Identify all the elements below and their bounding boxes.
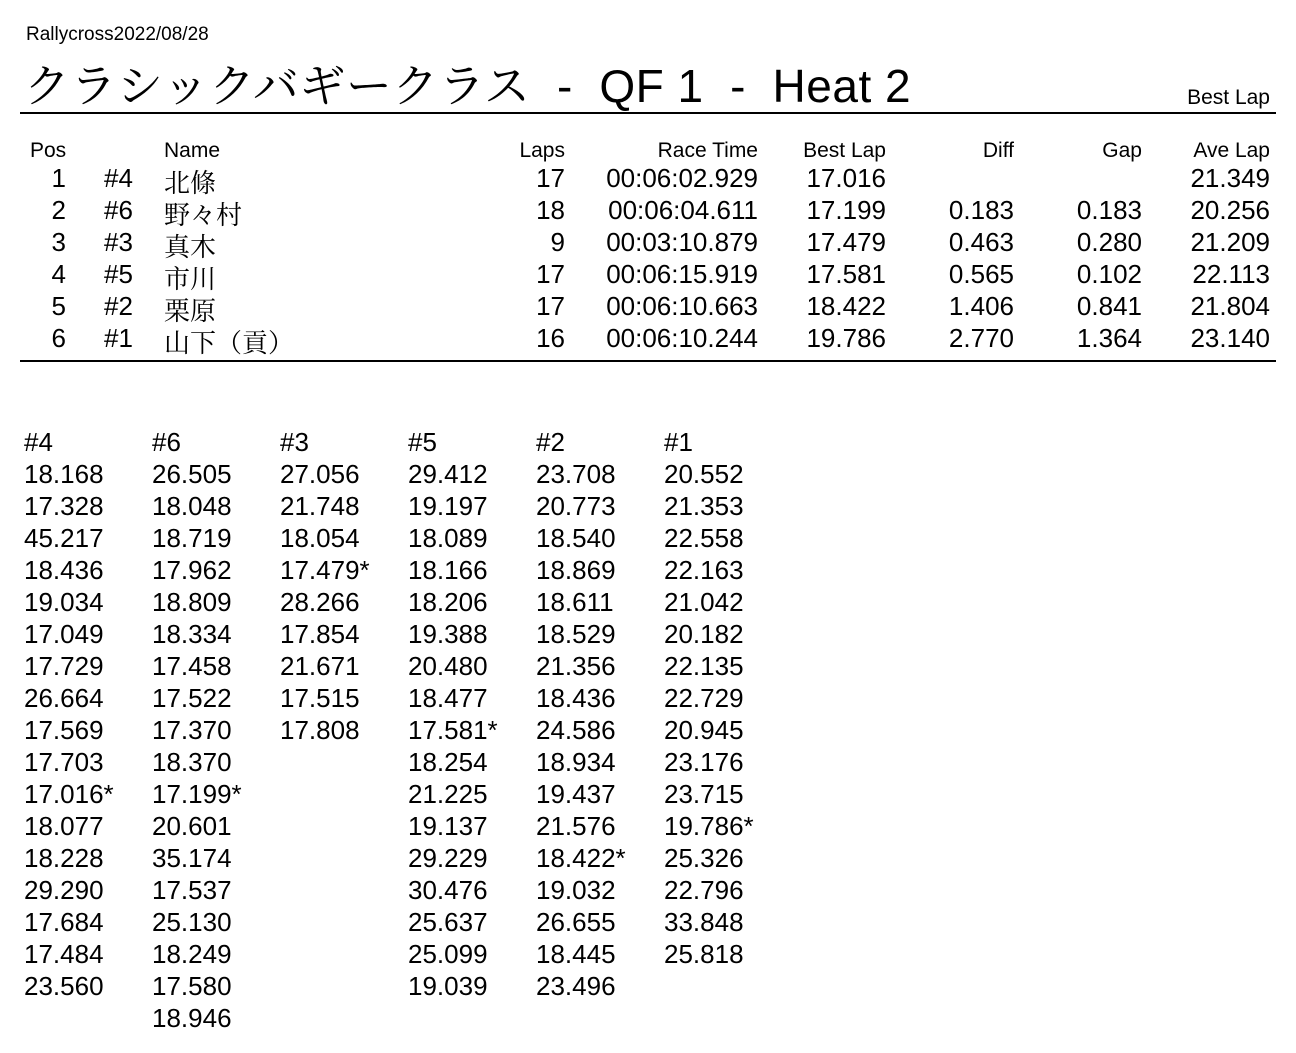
lap-time: 21.671 xyxy=(280,651,360,681)
lap-time: 18.054 xyxy=(280,523,360,553)
lap-column xyxy=(280,426,370,746)
lap-time: 18.540 xyxy=(536,523,616,553)
lap-time: 25.099 xyxy=(408,939,488,969)
lap-time: 18.719 xyxy=(152,523,232,553)
row-gap: 0.102 xyxy=(1076,259,1142,289)
lap-time: 18.946 xyxy=(152,1003,232,1033)
header-diff: Diff xyxy=(982,139,1014,162)
lap-time: 22.163 xyxy=(664,555,744,585)
results-header xyxy=(0,139,1296,163)
lap-time: 18.611 xyxy=(536,587,614,617)
row-best-lap: 19.786 xyxy=(806,323,886,353)
row-pos: 4 xyxy=(51,259,66,289)
row-diff: 1.406 xyxy=(948,291,1014,321)
lap-time: 26.664 xyxy=(24,683,104,713)
row-gap: 0.841 xyxy=(1076,291,1142,321)
row-pos: 3 xyxy=(51,227,66,257)
lap-column-car-number: #1 xyxy=(664,427,693,457)
header-name: Name xyxy=(164,139,221,162)
row-car-number: #1 xyxy=(104,323,133,353)
row-pos: 2 xyxy=(51,195,66,225)
lap-time: 23.715 xyxy=(664,779,744,809)
lap-column-car-number: #3 xyxy=(280,427,309,457)
lap-time: 29.290 xyxy=(24,875,104,905)
lap-time: 26.655 xyxy=(536,907,616,937)
lap-time: 17.684 xyxy=(24,907,104,937)
lap-column-car-number: #4 xyxy=(24,427,53,457)
lap-time: 21.042 xyxy=(664,587,744,617)
row-laps: 9 xyxy=(550,227,565,257)
lap-time: 29.412 xyxy=(408,459,488,489)
lap-column-car-number: #6 xyxy=(152,427,181,457)
lap-time: 33.848 xyxy=(664,907,744,937)
header-ave-lap: Ave Lap xyxy=(1193,139,1270,162)
row-laps: 17 xyxy=(536,259,565,289)
lap-time: 18.869 xyxy=(536,555,616,585)
lap-time: 21.576 xyxy=(536,811,616,841)
lap-time: 23.176 xyxy=(664,747,744,777)
row-ave-lap: 22.113 xyxy=(1192,259,1270,289)
row-pos: 1 xyxy=(51,163,66,193)
row-ave-lap: 20.256 xyxy=(1190,195,1270,225)
lap-column xyxy=(536,426,626,1002)
lap-time: 19.032 xyxy=(536,875,616,905)
lap-time: 27.056 xyxy=(280,459,360,489)
lap-time: 17.458 xyxy=(152,651,232,681)
row-laps: 17 xyxy=(536,163,565,193)
row-race-time: 00:06:02.929 xyxy=(606,163,758,193)
lap-column xyxy=(24,426,114,1002)
lap-column xyxy=(408,426,498,1002)
lap-time: 18.089 xyxy=(408,523,488,553)
lap-time: 20.773 xyxy=(536,491,616,521)
table-row xyxy=(0,163,1296,198)
header-pos: Pos xyxy=(30,139,67,162)
lap-time: 19.437 xyxy=(536,779,616,809)
lap-column-car-number: #5 xyxy=(408,427,437,457)
lap-time: 25.818 xyxy=(664,939,744,969)
lap-time: 17.515 xyxy=(280,683,360,713)
lap-time: 18.077 xyxy=(24,811,104,841)
row-diff: 0.565 xyxy=(948,259,1014,289)
lap-time: 22.135 xyxy=(664,651,744,681)
lap-time: 17.484 xyxy=(24,939,104,969)
lap-time: 17.703 xyxy=(24,747,104,777)
lap-time: 18.529 xyxy=(536,619,616,649)
lap-column-car-number: #2 xyxy=(536,427,565,457)
lap-time: 18.334 xyxy=(152,619,232,649)
lap-time: 20.552 xyxy=(664,459,744,489)
lap-time: 17.370 xyxy=(152,715,232,745)
row-diff: 0.463 xyxy=(948,227,1014,257)
lap-time: 20.182 xyxy=(664,619,744,649)
lap-time: 23.496 xyxy=(536,971,616,1001)
lap-time: 17.016* xyxy=(24,779,114,809)
row-car-number: #6 xyxy=(104,195,133,225)
top-divider xyxy=(20,112,1276,114)
lap-time: 21.748 xyxy=(280,491,360,521)
lap-column xyxy=(664,426,754,970)
lap-time: 18.228 xyxy=(24,843,104,873)
row-driver-name: 市川 xyxy=(164,264,217,294)
lap-time: 17.537 xyxy=(152,875,232,905)
lap-time: 18.048 xyxy=(152,491,232,521)
row-gap: 0.183 xyxy=(1076,195,1142,225)
lap-column xyxy=(152,426,242,1034)
row-driver-name: 栗原 xyxy=(164,296,217,326)
lap-time: 18.370 xyxy=(152,747,232,777)
bottom-divider xyxy=(20,360,1276,362)
lap-time: 18.477 xyxy=(408,683,488,713)
lap-time: 19.786* xyxy=(664,811,754,841)
lap-time: 18.445 xyxy=(536,939,616,969)
lap-time: 17.522 xyxy=(152,683,232,713)
lap-time: 17.808 xyxy=(280,715,360,745)
lap-time: 19.039 xyxy=(408,971,488,1001)
row-car-number: #2 xyxy=(104,291,133,321)
page-title: クラシックバギークラス - QF 1 - Heat 2 xyxy=(24,60,912,112)
lap-time: 23.708 xyxy=(536,459,616,489)
lap-time: 35.174 xyxy=(152,843,232,873)
table-row xyxy=(0,291,1296,326)
row-ave-lap: 21.804 xyxy=(1190,291,1270,321)
lap-time: 25.637 xyxy=(408,907,488,937)
lap-time: 29.229 xyxy=(408,843,488,873)
lap-time: 18.809 xyxy=(152,587,232,617)
row-diff: 2.770 xyxy=(948,323,1014,353)
row-ave-lap: 21.349 xyxy=(1190,163,1270,193)
row-best-lap: 17.479 xyxy=(806,227,886,257)
lap-time: 18.249 xyxy=(152,939,232,969)
row-race-time: 00:06:10.244 xyxy=(606,323,758,353)
lap-time: 21.356 xyxy=(536,651,616,681)
row-driver-name: 野々村 xyxy=(164,200,243,230)
row-laps: 17 xyxy=(536,291,565,321)
lap-time: 17.479* xyxy=(280,555,370,585)
lap-time: 19.388 xyxy=(408,619,488,649)
lap-time: 25.326 xyxy=(664,843,744,873)
lap-time: 22.558 xyxy=(664,523,744,553)
row-best-lap: 17.016 xyxy=(806,163,886,193)
row-pos: 6 xyxy=(51,323,66,353)
row-driver-name: 山下（貢） xyxy=(164,328,295,358)
lap-time: 19.197 xyxy=(408,491,488,521)
lap-time: 45.217 xyxy=(24,523,104,553)
table-row xyxy=(0,323,1296,358)
row-driver-name: 北條 xyxy=(164,168,217,198)
row-laps: 16 xyxy=(536,323,565,353)
lap-time: 18.436 xyxy=(536,683,616,713)
row-best-lap: 17.199 xyxy=(806,195,886,225)
lap-time: 18.166 xyxy=(408,555,488,585)
lap-time: 18.168 xyxy=(24,459,104,489)
row-ave-lap: 21.209 xyxy=(1190,227,1270,257)
lap-time: 23.560 xyxy=(24,971,104,1001)
row-race-time: 00:06:15.919 xyxy=(606,259,758,289)
row-ave-lap: 23.140 xyxy=(1190,323,1270,353)
lap-time: 18.934 xyxy=(536,747,616,777)
lap-time: 20.480 xyxy=(408,651,488,681)
row-laps: 18 xyxy=(536,195,565,225)
row-gap: 0.280 xyxy=(1076,227,1142,257)
row-race-time: 00:03:10.879 xyxy=(606,227,758,257)
lap-time: 24.586 xyxy=(536,715,616,745)
lap-time: 20.601 xyxy=(152,811,232,841)
lap-time: 22.796 xyxy=(664,875,744,905)
lap-time: 20.945 xyxy=(664,715,744,745)
lap-time: 18.436 xyxy=(24,555,104,585)
row-best-lap: 18.422 xyxy=(806,291,886,321)
lap-time: 22.729 xyxy=(664,683,744,713)
row-race-time: 00:06:04.611 xyxy=(608,195,758,225)
lap-time: 17.328 xyxy=(24,491,104,521)
lap-time: 17.854 xyxy=(280,619,360,649)
header-laps: Laps xyxy=(519,139,565,162)
row-car-number: #5 xyxy=(104,259,133,289)
row-pos: 5 xyxy=(51,291,66,321)
lap-time: 19.034 xyxy=(24,587,104,617)
lap-time: 17.581* xyxy=(408,715,498,745)
row-race-time: 00:06:10.663 xyxy=(606,291,758,321)
lap-time: 18.254 xyxy=(408,747,488,777)
row-diff: 0.183 xyxy=(948,195,1014,225)
lap-time: 17.049 xyxy=(24,619,104,649)
table-row xyxy=(0,227,1296,262)
header-race-time: Race Time xyxy=(657,139,758,162)
row-car-number: #3 xyxy=(104,227,133,257)
lap-time: 19.137 xyxy=(408,811,488,841)
row-best-lap: 17.581 xyxy=(806,259,886,289)
lap-time: 18.422* xyxy=(536,843,626,873)
page-subtitle: Best Lap xyxy=(1187,86,1270,109)
lap-time: 17.962 xyxy=(152,555,232,585)
row-driver-name: 真木 xyxy=(164,232,217,262)
event-date: Rallycross2022/08/28 xyxy=(26,24,209,45)
header-best-lap: Best Lap xyxy=(803,139,886,162)
lap-time: 30.476 xyxy=(408,875,488,905)
lap-time: 26.505 xyxy=(152,459,232,489)
header-gap: Gap xyxy=(1102,139,1142,162)
table-row xyxy=(0,259,1296,294)
lap-time: 18.206 xyxy=(408,587,488,617)
lap-time: 17.569 xyxy=(24,715,104,745)
lap-time: 17.729 xyxy=(24,651,104,681)
lap-time: 21.353 xyxy=(664,491,744,521)
lap-time: 25.130 xyxy=(152,907,232,937)
lap-time: 17.199* xyxy=(152,779,242,809)
lap-time: 17.580 xyxy=(152,971,232,1001)
lap-time: 21.225 xyxy=(408,779,488,809)
row-car-number: #4 xyxy=(104,163,133,193)
lap-time: 28.266 xyxy=(280,587,360,617)
row-gap: 1.364 xyxy=(1076,323,1142,353)
table-row xyxy=(0,195,1296,230)
